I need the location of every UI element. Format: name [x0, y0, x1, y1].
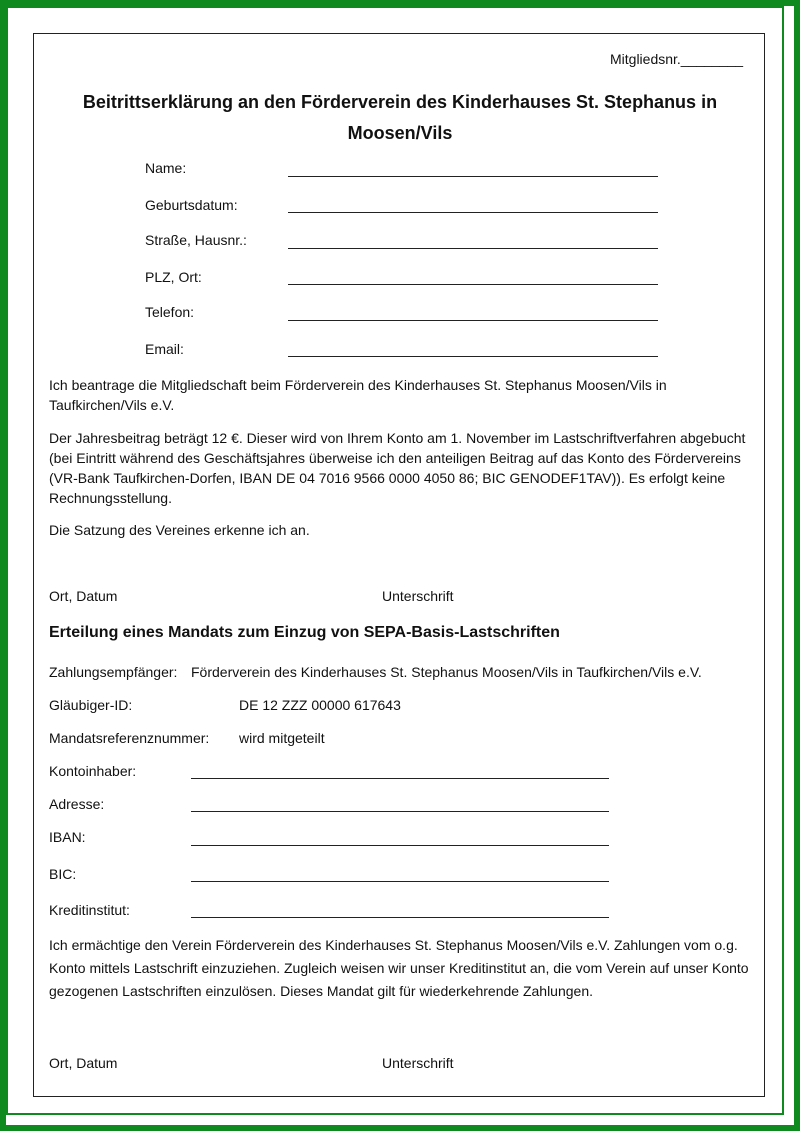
creditor-id-label: Gläubiger-ID:	[49, 697, 133, 713]
payee-value: Förderverein des Kinderhauses St. Stephanus Moosen/Vils in Taufkirchen/Vils e.V.	[191, 664, 702, 680]
email-label: Email:	[145, 341, 184, 357]
place-date-label-2: Ort, Datum	[49, 1055, 118, 1071]
street-label: Straße, Hausnr.:	[145, 232, 247, 248]
account-holder-field[interactable]	[191, 778, 609, 779]
statute-text: Die Satzung des Vereines erkenne ich an.	[49, 522, 310, 538]
birthdate-label: Geburtsdatum:	[145, 197, 238, 213]
bic-label: BIC:	[49, 866, 77, 882]
mandate-reference-label: Mandatsreferenznummer:	[49, 730, 210, 746]
birthdate-field[interactable]	[288, 212, 658, 213]
application-text: Ich beantrage die Mitgliedschaft beim Förderverein des Kinderhauses St. Stephanus Moosen/Vils in Taufkirchen/Vils e.V.	[49, 377, 667, 413]
fee-text: Der Jahresbeitrag beträgt 12 €. Dieser wird von Ihrem Konto am 1. November im Lastschriftverfahren abgebucht (bei Eintritt während des Geschäftsjahres überweise ich den anteiligen Beitrag auf das Konto des Fördervereins (VR-Bank Taufkirchen-Dorfen, IBAN DE 04 7016 9566 0000 4050 86; BIC GENODEF1TAV)). Es erfolgt keine Rechnungsstellung.	[49, 430, 746, 506]
authorization-text: Ich ermächtige den Verein Förderverein des Kinderhauses St. Stephanus Moosen/Vils e.V. Zahlungen vom o.g. Konto mittels Lastschrift einzuziehen. Zugleich weisen wir unser Kreditinstitut an, die vom Verein auf unser Konto gezogenen Lastschriften einzulösen. Dieses Mandat gilt für wiederkehrende Zahlungen.	[49, 937, 749, 999]
place-date-label: Ort, Datum	[49, 588, 118, 604]
email-field[interactable]	[288, 356, 658, 357]
zip-city-label: PLZ, Ort:	[145, 269, 202, 285]
address-label: Adresse:	[49, 796, 105, 812]
page-title: Beitrittserklärung an den Förderverein des Kinderhauses St. Stephanus in Moosen/Vils	[82, 92, 718, 143]
street-field[interactable]	[288, 248, 658, 249]
address-field[interactable]	[191, 811, 609, 812]
phone-label: Telefon:	[145, 304, 195, 320]
name-label: Name:	[145, 160, 187, 176]
iban-field[interactable]	[191, 845, 609, 846]
payee-label: Zahlungsempfänger:	[49, 664, 178, 680]
account-holder-label: Kontoinhaber:	[49, 763, 137, 779]
sepa-heading: Erteilung eines Mandats zum Einzug von SEPA-Basis-Lastschriften	[49, 624, 560, 641]
signature-label-2: Unterschrift	[382, 1055, 454, 1071]
bank-label: Kreditinstitut:	[49, 902, 130, 918]
bank-field[interactable]	[191, 917, 609, 918]
bic-field[interactable]	[191, 881, 609, 882]
phone-field[interactable]	[288, 320, 658, 321]
iban-label: IBAN:	[49, 829, 86, 845]
creditor-id-value: DE 12 ZZZ 00000 617643	[239, 697, 401, 713]
zip-city-field[interactable]	[288, 284, 658, 285]
signature-label: Unterschrift	[382, 588, 454, 604]
member-number: Mitgliedsnr.________	[610, 51, 744, 67]
form-page	[33, 33, 765, 1097]
name-field[interactable]	[288, 176, 658, 177]
mandate-reference-value: wird mitgeteilt	[239, 730, 325, 746]
